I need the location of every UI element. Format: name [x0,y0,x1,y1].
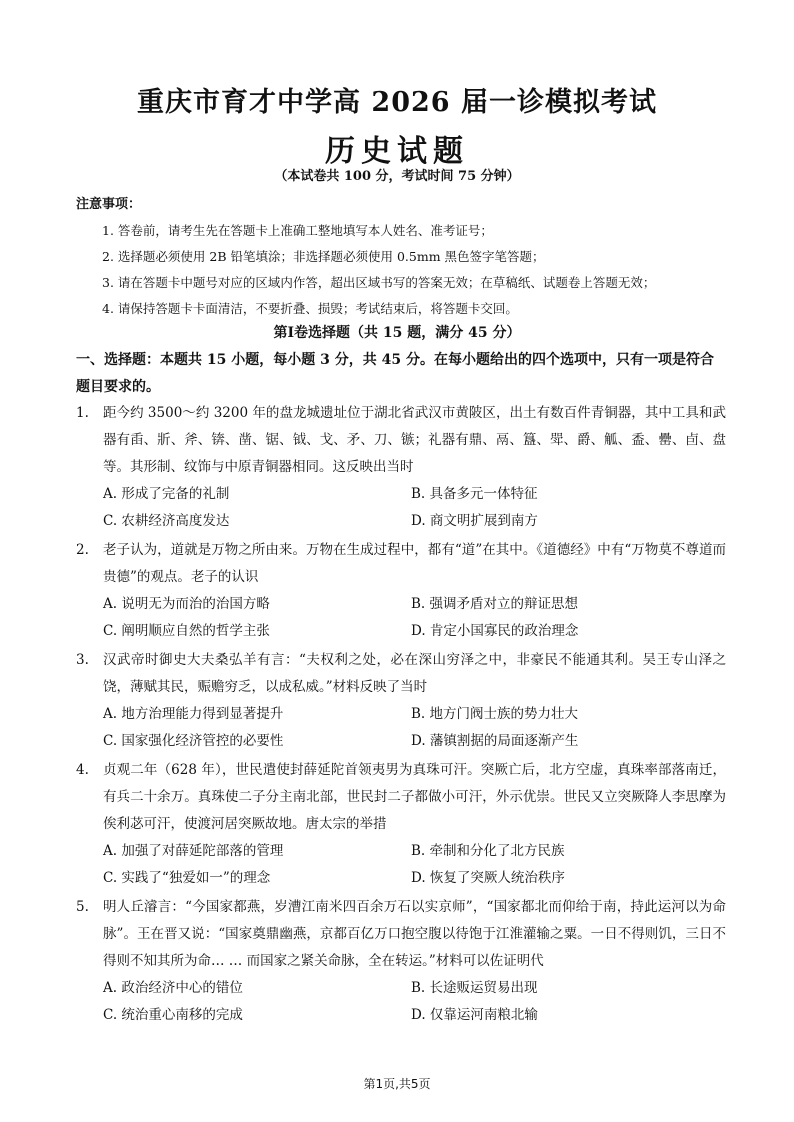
notice-item: 4. 请保持答题卡卡面清洁，不要折叠、损毁；考试结束后，将答题卡交回。 [102,301,518,316]
page-number: 第1页,共5页 [363,1077,431,1091]
question-options [103,591,726,645]
question-number: 3. [76,652,89,668]
option-b[interactable]: B. 具备多元一体特征 [411,486,538,502]
question-stem: 距今约 3500～约 3200 年的盘龙城遗址位于湖北省武汉市黄陂区，出土有数百件青铜器，其中工具和武器有臿、斨、斧、锛、凿、锯、钺、戈、矛、刀、镞；礼器有鼎、鬲、簋、斝、爵、觚、盉、罍、卣、盘等。其形制、纹饰与中原青铜器相同。这反映出当时 [103,405,726,475]
exam-subject: 历史试题 [325,134,469,169]
question-stem: 汉武帝时御史大夫桑弘羊有言：“夫权利之处，必在深山穷泽之中，非豪民不能通其利。吴王专山泽之饶，薄赋其民，赈赡穷乏，以成私威。”材料反映了当时 [103,652,726,695]
question-number: 4. [76,762,89,778]
notice-item: 3. 请在答题卡中题号对应的区域内作答，超出区域书写的答案无效；在草稿纸、试题卷上答题无效； [102,275,656,290]
option-d[interactable]: D. 仅靠运河南粮北输 [411,1007,538,1023]
exam-title: 重庆市育才中学高 2026 届一诊模拟考试 [137,87,657,118]
notice-item: 1. 答卷前，请考生先在答题卡上准确工整地填写本人姓名、准考证号； [102,223,493,238]
option-a[interactable]: A. 形成了完备的礼制 [103,486,230,502]
question-options [103,701,726,755]
option-d[interactable]: D. 商文明扩展到南方 [411,513,538,529]
question-stem: 贞观二年（628 年），世民遣使封薛延陀首领夷男为真珠可汗。突厥亡后，北方空虚，真珠率部落南迁，有兵二十余万。真珠使二子分主南北部，世民封二子都做小可汗，外示优崇。世民又立突厥降人李思摩为俟利苾可汗，使渡河居突厥故地。唐太宗的举措 [103,762,726,832]
notice-title: 注意事项： [76,197,142,212]
question-options [103,481,726,535]
option-c[interactable]: C. 实践了“独爱如一”的理念 [103,870,271,886]
notice-item: 2. 选择题必须使用 2B 铅笔填涂；非选择题必须使用 0.5mm 黑色签字笔答题； [102,249,545,264]
question-1 [76,400,726,535]
question-options [103,975,726,1029]
notice-list [102,218,742,322]
option-d[interactable]: D. 肯定小国寡民的政治理念 [411,623,579,639]
option-b[interactable]: B. 地方门阀士族的势力壮大 [411,706,579,722]
option-a[interactable]: A. 政治经济中心的错位 [103,980,243,996]
question-number: 5. [76,899,89,915]
question-3 [76,647,726,755]
question-2 [76,537,726,645]
question-5 [76,894,726,1029]
option-d[interactable]: D. 恢复了突厥人统治秩序 [411,870,565,886]
question-stem: 明人丘濬言：“今国家都燕，岁漕江南米四百余万石以实京师”，“国家都北而仰给于南，持此运河以为命脉”。王在晋又说：“国家奠鼎幽燕，京都百亿万口抱空腹以待饱于江淮灌输之粟。一日不得则饥，三日不得则不知其所为命… … 而国家之紧关命脉，全在转运。”材料可以佐证明代 [103,899,726,969]
question-stem: 老子认为，道就是万物之所由来。万物在生成过程中，都有“道”在其中。《道德经》中有“万物莫不尊道而贵德”的观点。老子的认识 [103,542,726,585]
option-a[interactable]: A. 加强了对薛延陀部落的管理 [103,843,284,859]
option-c[interactable]: C. 统治重心南移的完成 [103,1007,243,1023]
exam-info: （本试卷共 100 分，考试时间 75 分钟） [274,169,520,184]
question-number: 2. [76,542,89,558]
question-number: 1. [76,405,89,421]
option-c[interactable]: C. 国家强化经济管控的必要性 [103,733,284,749]
section-title: 第Ⅰ卷选择题（共 15 题，满分 45 分） [273,325,521,341]
option-a[interactable]: A. 地方治理能力得到显著提升 [103,706,284,722]
option-b[interactable]: B. 长途贩运贸易出现 [411,980,538,996]
option-a[interactable]: A. 说明无为而治的治国方略 [103,596,270,612]
section-instructions: 一、选择题：本题共 15 小题，每小题 3 分，共 45 分。在每小题给出的四个选项中，只有一项是符合题目要求的。 [76,352,714,395]
question-4 [76,757,726,892]
option-b[interactable]: B. 牵制和分化了北方民族 [411,843,565,859]
question-options [103,838,726,892]
option-b[interactable]: B. 强调矛盾对立的辩证思想 [411,596,579,612]
option-d[interactable]: D. 藩镇割据的局面逐渐产生 [411,733,579,749]
option-c[interactable]: C. 农耕经济高度发达 [103,513,230,529]
option-c[interactable]: C. 阐明顺应自然的哲学主张 [103,623,270,639]
